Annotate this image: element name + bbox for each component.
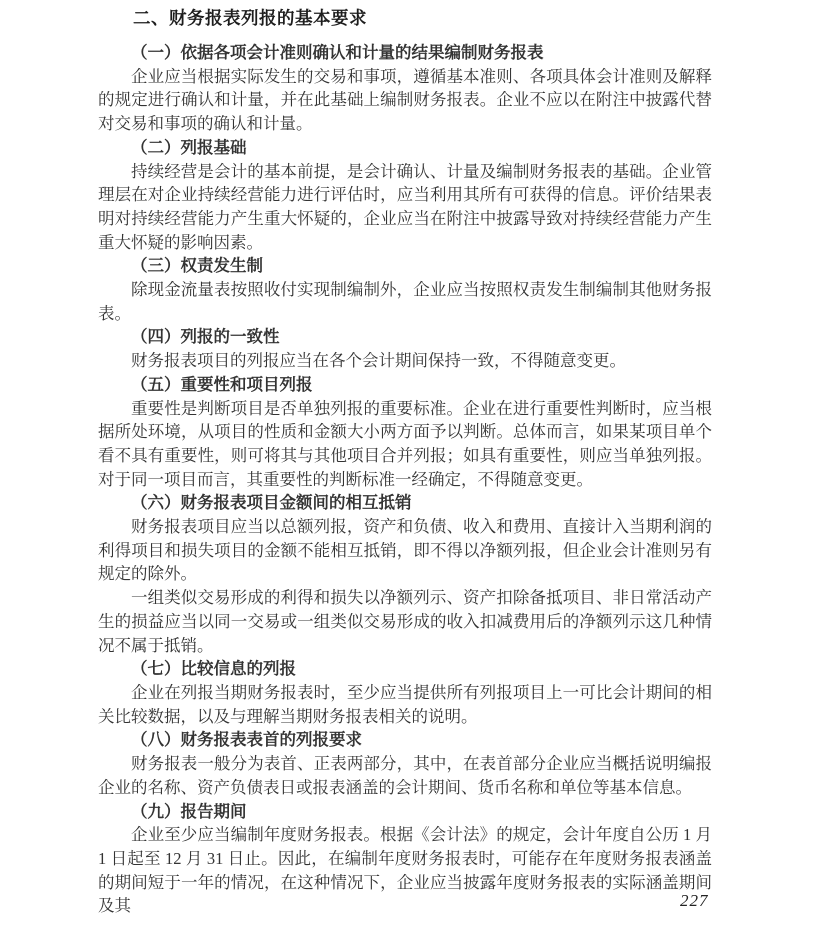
section-heading: （七）比较信息的列报 — [131, 659, 296, 679]
body-paragraph: 除现金流量表按照收付实现制编制外，企业应当按照权责发生制编制其他财务报表。 — [98, 280, 712, 323]
body-paragraph: 财务报表一般分为表首、正表两部分，其中，在表首部分企业应当概括说明编报企业的名称、资产负债表日或报表涵盖的会计期间、货币名称和单位等基本信息。 — [98, 754, 712, 797]
document-section — [98, 728, 712, 799]
section-paragraphs — [98, 681, 712, 728]
section-heading: （四）列报的一致性 — [131, 327, 280, 347]
section-heading: （二）列报基础 — [131, 137, 247, 157]
section-heading: （三）权责发生制 — [131, 256, 263, 276]
document-sections — [98, 41, 712, 918]
body-paragraph: 企业应当根据实际发生的交易和事项，遵循基本准则、各项具体会计准则及解释的规定进行确认和计量，并在此基础上编制财务报表。企业不应以在附注中披露代替对交易和事项的确认和计量。 — [98, 66, 712, 134]
section-heading: （一）依据各项会计准则确认和计量的结果编制财务报表 — [131, 43, 544, 62]
document-section — [98, 373, 712, 492]
body-paragraph: 企业在列报当期财务报表时，至少应当提供所有列报项目上一可比会计期间的相关比较数据，以及与理解当期财务报表相关的说明。 — [98, 682, 712, 726]
body-paragraph: 持续经营是会计的基本前提，是会计确认、计量及编制财务报表的基础。企业管理层在对企业持续经营能力进行评估时，应当利用其所有可获得的信息。评价结果表明对持续经营能力产生重大怀疑的，企业应当在附注中披露导致对持续经营能力产生重大怀疑的影响因素。 — [98, 161, 712, 252]
section-heading: （六）财务报表项目金额间的相互抵销 — [131, 493, 412, 513]
document-section — [98, 254, 712, 325]
section-paragraphs — [98, 160, 712, 255]
section-paragraphs — [98, 397, 712, 492]
document-section — [98, 800, 712, 919]
section-paragraphs — [98, 823, 712, 918]
section-paragraphs — [98, 752, 712, 799]
body-paragraph: 一组类似交易形成的利得和损失以净额列示、资产扣除备抵项目、非日常活动产生的损益应当以同一交易或一组类似交易形成的收入扣减费用后的净额列示这几种情况不属于抵销。 — [98, 588, 712, 655]
body-paragraph: 财务报表项目的列报应当在各个会计期间保持一致，不得随意变更。 — [131, 351, 626, 371]
section-heading: （五）重要性和项目列报 — [131, 374, 313, 394]
section-heading: （八）财务报表表首的列报要求 — [131, 730, 362, 750]
document-section — [98, 136, 712, 255]
section-paragraphs — [98, 65, 712, 136]
section-paragraphs — [98, 278, 712, 325]
page-number: 227 — [680, 891, 709, 910]
body-paragraph: 财务报表项目应当以总额列报，资产和负债、收入和费用、直接计入当期利润的利得项目和损失项目的金额不能相互抵销，即不得以净额列报，但企业会计准则另有规定的除外。 — [98, 517, 712, 584]
page-content — [98, 6, 712, 918]
section-paragraphs — [98, 515, 712, 657]
document-section — [98, 41, 712, 136]
document-section — [98, 325, 712, 372]
body-paragraph: 重要性是判断项目是否单独列报的重要标准。企业在进行重要性判断时，应当根据所处环境，从项目的性质和金额大小两方面予以判断。总体而言，如果某项目单个看不具有重要性，则可将其与其他项目合并列报；如具有重要性，则应当单独列报。对于同一项目而言，其重要性的判断标准一经确定，不得随意变更。 — [98, 398, 712, 489]
section-paragraphs — [98, 349, 712, 373]
document-title: 二、财务报表列报的基本要求 — [133, 8, 367, 28]
body-paragraph: 企业至少应当编制年度财务报表。根据《会计法》的规定，会计年度自公历 1 月 1 日起至 12 月 31 日止。因此，在编制年度财务报表时，可能存在年度财务报表涵盖的期间短于一年的情况，在这种情况下，企业应当披露年度财务报表的实际涵盖期间及其 — [98, 825, 712, 916]
document-section — [98, 657, 712, 728]
section-heading: （九）报告期间 — [131, 801, 247, 821]
document-section — [98, 491, 712, 657]
